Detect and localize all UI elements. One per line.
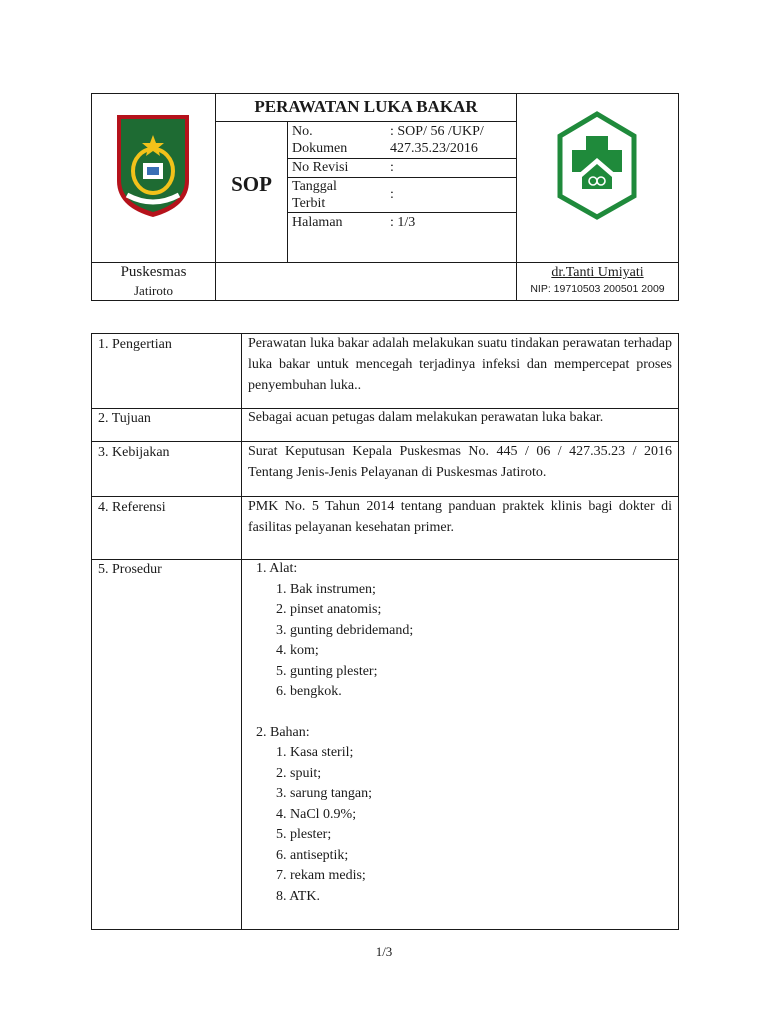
row-label-kebijakan: 3. Kebijakan (98, 445, 170, 460)
signer-nip: NIP: 19710503 200501 2009 (530, 283, 665, 295)
list-item: 6. antiseptik; (276, 847, 349, 863)
list-item: 4. kom; (276, 643, 319, 658)
puskesmas-logo (556, 110, 638, 220)
sop-content-table (91, 333, 679, 930)
field-label-no-revisi: No Revisi (292, 160, 349, 175)
list-item: 4. NaCl 0.9%; (276, 806, 357, 822)
field-label-tanggal-terbit: Tanggal Terbit (292, 179, 337, 211)
row-text-referensi: PMK No. 5 Tahun 2014 tentang panduan praktek klinis bagi dokter di fasilitas pelayanan kesehatan primer. (248, 499, 672, 535)
list-item: 3. gunting debridemand; (276, 622, 414, 638)
row-label-prosedur: 5. Prosedur (98, 562, 162, 577)
group-title-bahan: 2. Bahan: (256, 724, 310, 740)
organization-name: Puskesmas (120, 264, 187, 280)
list-item: 7. rekam medis; (276, 868, 366, 883)
field-value-no-revisi: : (390, 160, 394, 175)
row-label-referensi: 4. Referensi (98, 500, 166, 515)
list-item: 5. gunting plester; (276, 663, 378, 679)
field-value-halaman: : 1/3 (390, 215, 416, 230)
list-item: 2. pinset anatomis; (276, 602, 382, 617)
list-item: 8. ATK. (276, 888, 320, 904)
row-text-tujuan: Sebagai acuan petugas dalam melakukan perawatan luka bakar. (248, 410, 604, 425)
list-item: 3. sarung tangan; (276, 786, 373, 801)
organization-place: Jatiroto (134, 283, 173, 298)
field-label-halaman: Halaman (292, 215, 343, 230)
field-value-no-dokumen: : SOP/ 56 /UKP/ 427.35.23/2016 (390, 124, 484, 156)
list-item: 5. plester; (276, 827, 332, 842)
prosedur-list (256, 559, 413, 907)
lumajang-emblem (113, 111, 193, 219)
list-item: 1. Bak instrumen; (276, 581, 376, 597)
field-label-no-dokumen: No. Dokumen (292, 124, 348, 156)
field-value-tanggal-terbit: : (390, 187, 394, 202)
signer-name: dr.Tanti Umiyati (551, 265, 644, 280)
document-title: PERAWATAN LUKA BAKAR (254, 97, 478, 116)
sop-header-table (91, 93, 679, 301)
page-number: 1/3 (375, 944, 393, 959)
list-item: 1. Kasa steril; (276, 745, 354, 760)
list-item: 2. spuit; (276, 765, 322, 781)
group-title-alat: 1. Alat: (256, 561, 298, 576)
row-label-tujuan: 2. Tujuan (98, 411, 151, 426)
list-item: 6. bengkok. (276, 684, 342, 699)
row-text-pengertian: Perawatan luka bakar adalah melakukan suatu tindakan perawatan terhadap luka bakar untuk mencegah terjadinya infeksi dan mempercepat proses penyembuhan luka.. (248, 336, 672, 393)
sop-label: SOP (231, 172, 272, 196)
row-label-pengertian: 1. Pengertian (98, 337, 172, 352)
row-text-kebijakan: Surat Keputusan Kepala Puskesmas No. 445 / 06 / 427.35.23 / 2016 Tentang Jenis-Jenis Pelayanan di Puskesmas Jatiroto. (248, 444, 672, 480)
